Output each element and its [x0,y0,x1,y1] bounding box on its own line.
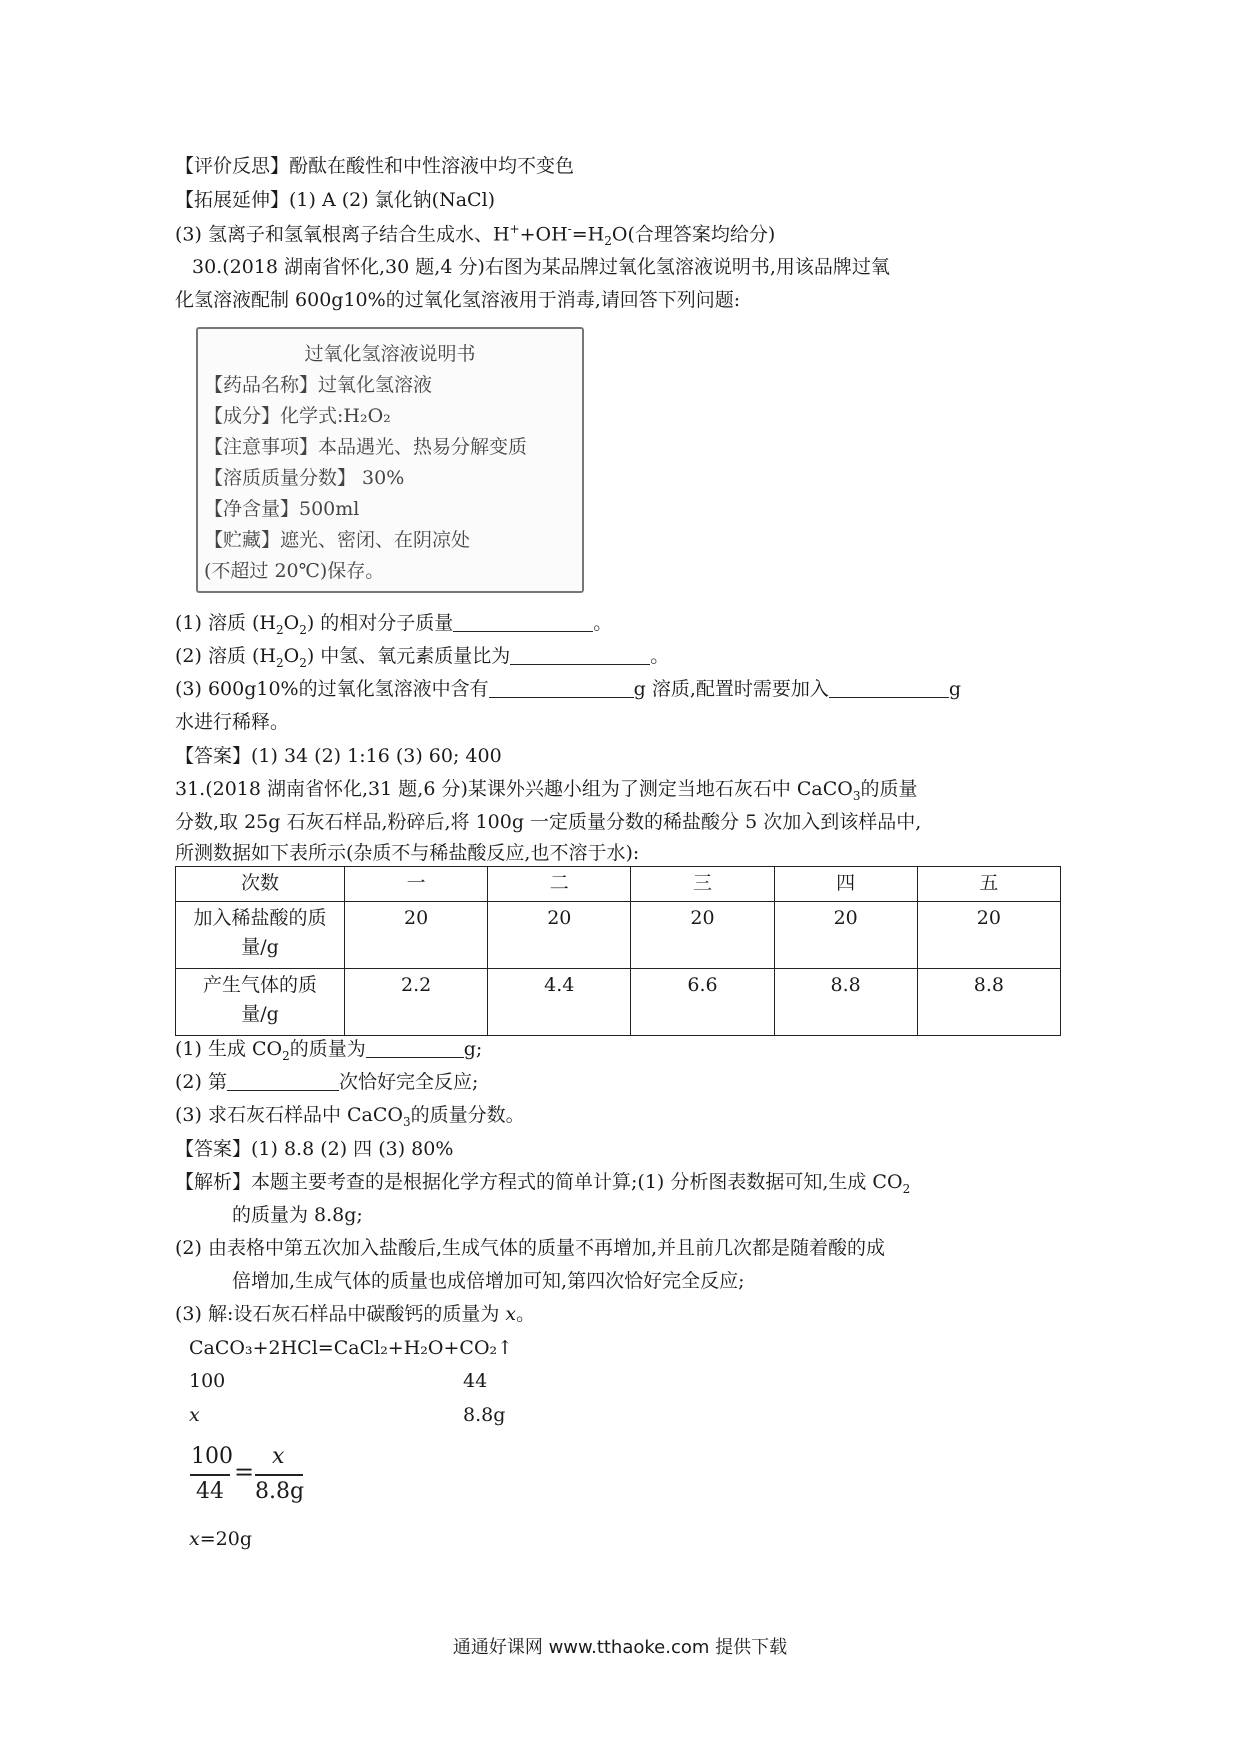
label-line: (不超过 20℃)保存。 [204,560,385,582]
table-row-label: 产生气体的质量/g [176,969,345,1036]
question-31-part-2: (2) 第 次恰好完全反应; [175,1071,479,1093]
fraction-numerator-1: 100 [191,1444,233,1469]
table-cell: 2.2 [345,969,488,1036]
question-30-part-2: (2) 溶质 $(H_2O_2)$ 中氢、氧元素质量比为 。 [175,645,670,670]
analysis-line-1b: 的质量为 8.8g; [232,1204,363,1226]
molar-mass-co2: 44 [463,1370,488,1392]
fraction-bar [255,1474,303,1476]
question-31-text-3: 所测数据如下表所示(杂质不与稀盐酸反应,也不溶于水): [175,842,640,864]
table-header-cell: 次数 [176,867,345,902]
question-30-part-1: (1) 溶质 $(H_2O_2)$ 的相对分子质量 。 [175,612,613,637]
table-cell: 20 [631,902,774,969]
instruction-label-image [196,327,584,593]
question-31-part-1: (1) 生成 $CO_2$的质量为 g; [175,1038,483,1063]
analysis-line-3: (3) 解:设石灰石样品中碳酸钙的质量为 x。 [175,1303,536,1325]
table-cell: 20 [774,902,917,969]
extension-line: 【拓展延伸】(1) A (2) 氯化钠(NaCl) [175,189,496,211]
question-30-text-2: 化氢溶液配制 600g10%的过氧化氢溶液用于消毒,请回答下列问题: [175,289,741,311]
table-cell: 20 [488,902,631,969]
question-30-text: 30.(2018 湖南省怀化,30 题,4 分)右图为某品牌过氧化氢溶液说明书,用该品牌过氧 [192,256,890,278]
answer-blank[interactable] [366,1039,464,1058]
fraction-equals: = [234,1458,255,1486]
analysis-line-2: (2) 由表格中第五次加入盐酸后,生成气体的质量不再增加,并且前几次都是随着酸的成 [175,1237,886,1259]
table-cell: 8.8 [774,969,917,1036]
table-header-cell: 五 [917,867,1060,902]
answer-31: 【答案】(1) 8.8 (2) 四 (3) 80% [175,1138,454,1160]
fraction-numerator-2: x [272,1444,285,1469]
question-31-part-3: (3) 求石灰石样品中 CaCO$_3$的质量分数。 [175,1104,525,1129]
answer-blank[interactable] [510,646,650,665]
answer-30: 【答案】(1) 34 (2) 1:16 (3) 60; 400 [175,745,502,767]
result-line: x=20g [189,1528,252,1550]
unknown-x: x [189,1404,200,1426]
extension-line-3: (3) 氢离子和氢氧根离子结合生成水、$H^++OH^-=H_2O$(合理答案均给分) [175,222,776,249]
data-table [175,866,1061,1036]
table-header-cell: 三 [631,867,774,902]
label-line: 【贮藏】遮光、密闭、在阴凉处 [204,529,471,551]
co2-mass: 8.8g [463,1404,506,1426]
fraction-denominator-2: 8.8g [255,1479,305,1504]
table-cell: 4.4 [488,969,631,1036]
answer-blank[interactable] [829,679,949,698]
label-line: 【药品名称】过氧化氢溶液 [204,374,433,396]
chemical-equation: CaCO₃+2HCl=CaCl₂+H₂O+CO₂↑ [189,1337,514,1359]
answer-blank[interactable] [453,613,593,632]
label-title: 过氧化氢溶液说明书 [304,343,476,365]
table-cell: 20 [345,902,488,969]
fraction-denominator-1: 44 [196,1479,224,1504]
table-cell: 6.6 [631,969,774,1036]
page-footer: 通通好课网 www.tthaoke.com 提供下载 [452,1637,788,1658]
label-line: 【净含量】500ml [204,498,360,520]
answer-blank[interactable] [227,1072,339,1091]
fraction-bar [190,1474,230,1476]
analysis-line-2b: 倍增加,生成气体的质量也成倍增加可知,第四次恰好完全反应; [232,1270,745,1292]
table-header-row [176,867,1061,902]
question-30-part-3: (3) 600g10%的过氧化氢溶液中含有 g 溶质,配置时需要加入 g [175,678,962,700]
table-cell: 20 [917,902,1060,969]
question-30-part-3-cont: 水进行稀释。 [175,711,290,733]
label-line: 【注意事项】本品遇光、热易分解变质 [204,436,528,458]
question-31-text: 31.(2018 湖南省怀化,31 题,6 分)某课外兴趣小组为了测定当地石灰石中 CaCO$_3$的质量 [175,778,918,803]
analysis-line-1: 【解析】本题主要考查的是根据化学方程式的简单计算;(1) 分析图表数据可知,生成 $CO_2$ [175,1171,911,1196]
label-line: 【成分】化学式:H₂O₂ [204,405,391,427]
table-header-cell: 二 [488,867,631,902]
table-header-cell: 四 [774,867,917,902]
label-line: 【溶质质量分数】 30% [204,467,405,489]
table-row [176,969,1061,1036]
table-cell: 8.8 [917,969,1060,1036]
reflection-line: 【评价反思】酚酞在酸性和中性溶液中均不变色 [175,155,575,177]
table-row [176,902,1061,969]
molar-mass-caco3: 100 [189,1370,226,1392]
table-row-label: 加入稀盐酸的质量/g [176,902,345,969]
table-header-cell: 一 [345,867,488,902]
question-31-text-2: 分数,取 25g 石灰石样品,粉碎后,将 100g 一定质量分数的稀盐酸分 5 次加入到该样品中, [175,811,922,833]
answer-blank[interactable] [489,679,634,698]
